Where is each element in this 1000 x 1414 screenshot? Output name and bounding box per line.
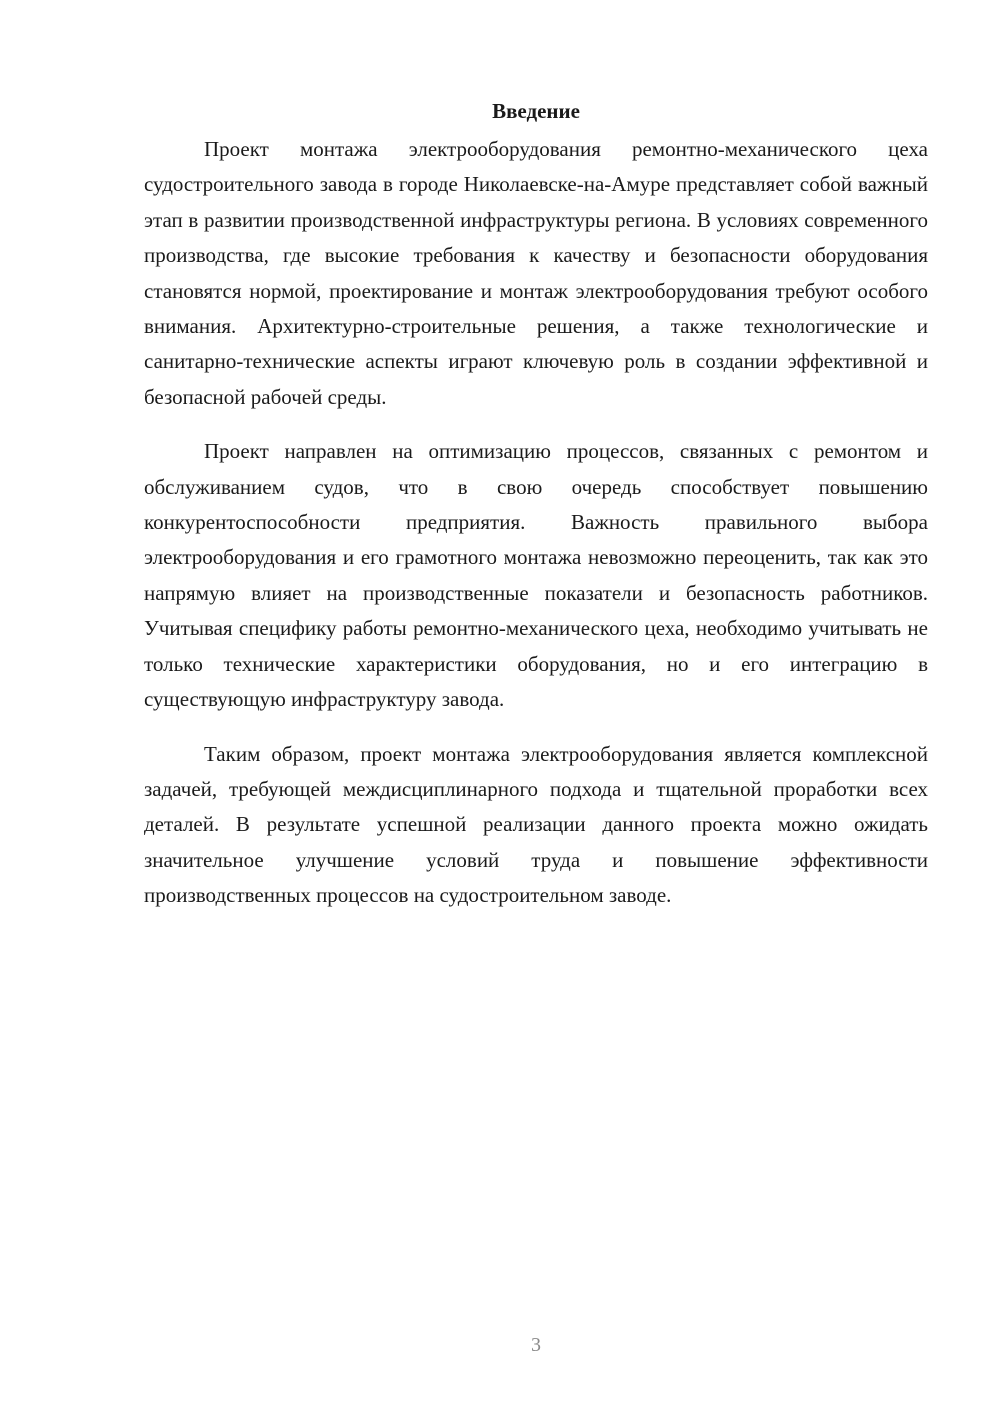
page-number: 3 (531, 1334, 541, 1356)
section-title: Введение (492, 99, 580, 123)
page-content (144, 98, 928, 933)
paragraph-3: Таким образом, проект монтажа электрооборудования является комплексной задачей, требующей междисциплинарного подхода и тщательной проработки всех деталей. В результате успешной реализации данного проекта можно ожидать значительное улучшение условий труда и повышение эффективности производственных процессов на судостроительном заводе. (144, 741, 928, 908)
paragraph-1: Проект монтажа электрооборудования ремонтно-механического цеха судостроительного завода в городе Николаевске-на-Амуре представляет собой важный этап в развитии производственной инфраструктуры региона. В условиях современного производства, где высокие требования к качеству и безопасности оборудования становятся нормой, проектирование и монтаж электрооборудования требуют особого внимания. Архитектурно-строительные решения, а также технологические и санитарно-технические аспекты играют ключевую роль в создании эффективной и безопасной рабочей среды. (144, 137, 928, 409)
paragraph-2: Проект направлен на оптимизацию процессов, связанных с ремонтом и обслуживанием судов, что в свою очередь способствует повышению конкурентоспособности предприятия. Важность правильного выбора электрооборудования и его грамотного монтажа невозможно переоценить, так как это напрямую влияет на производственные показатели и безопасность работников. Учитывая специфику работы ремонтно-механического цеха, необходимо учитывать не только технические характеристики оборудования, но и его интеграцию в существующую инфраструктуру завода. (144, 439, 928, 712)
